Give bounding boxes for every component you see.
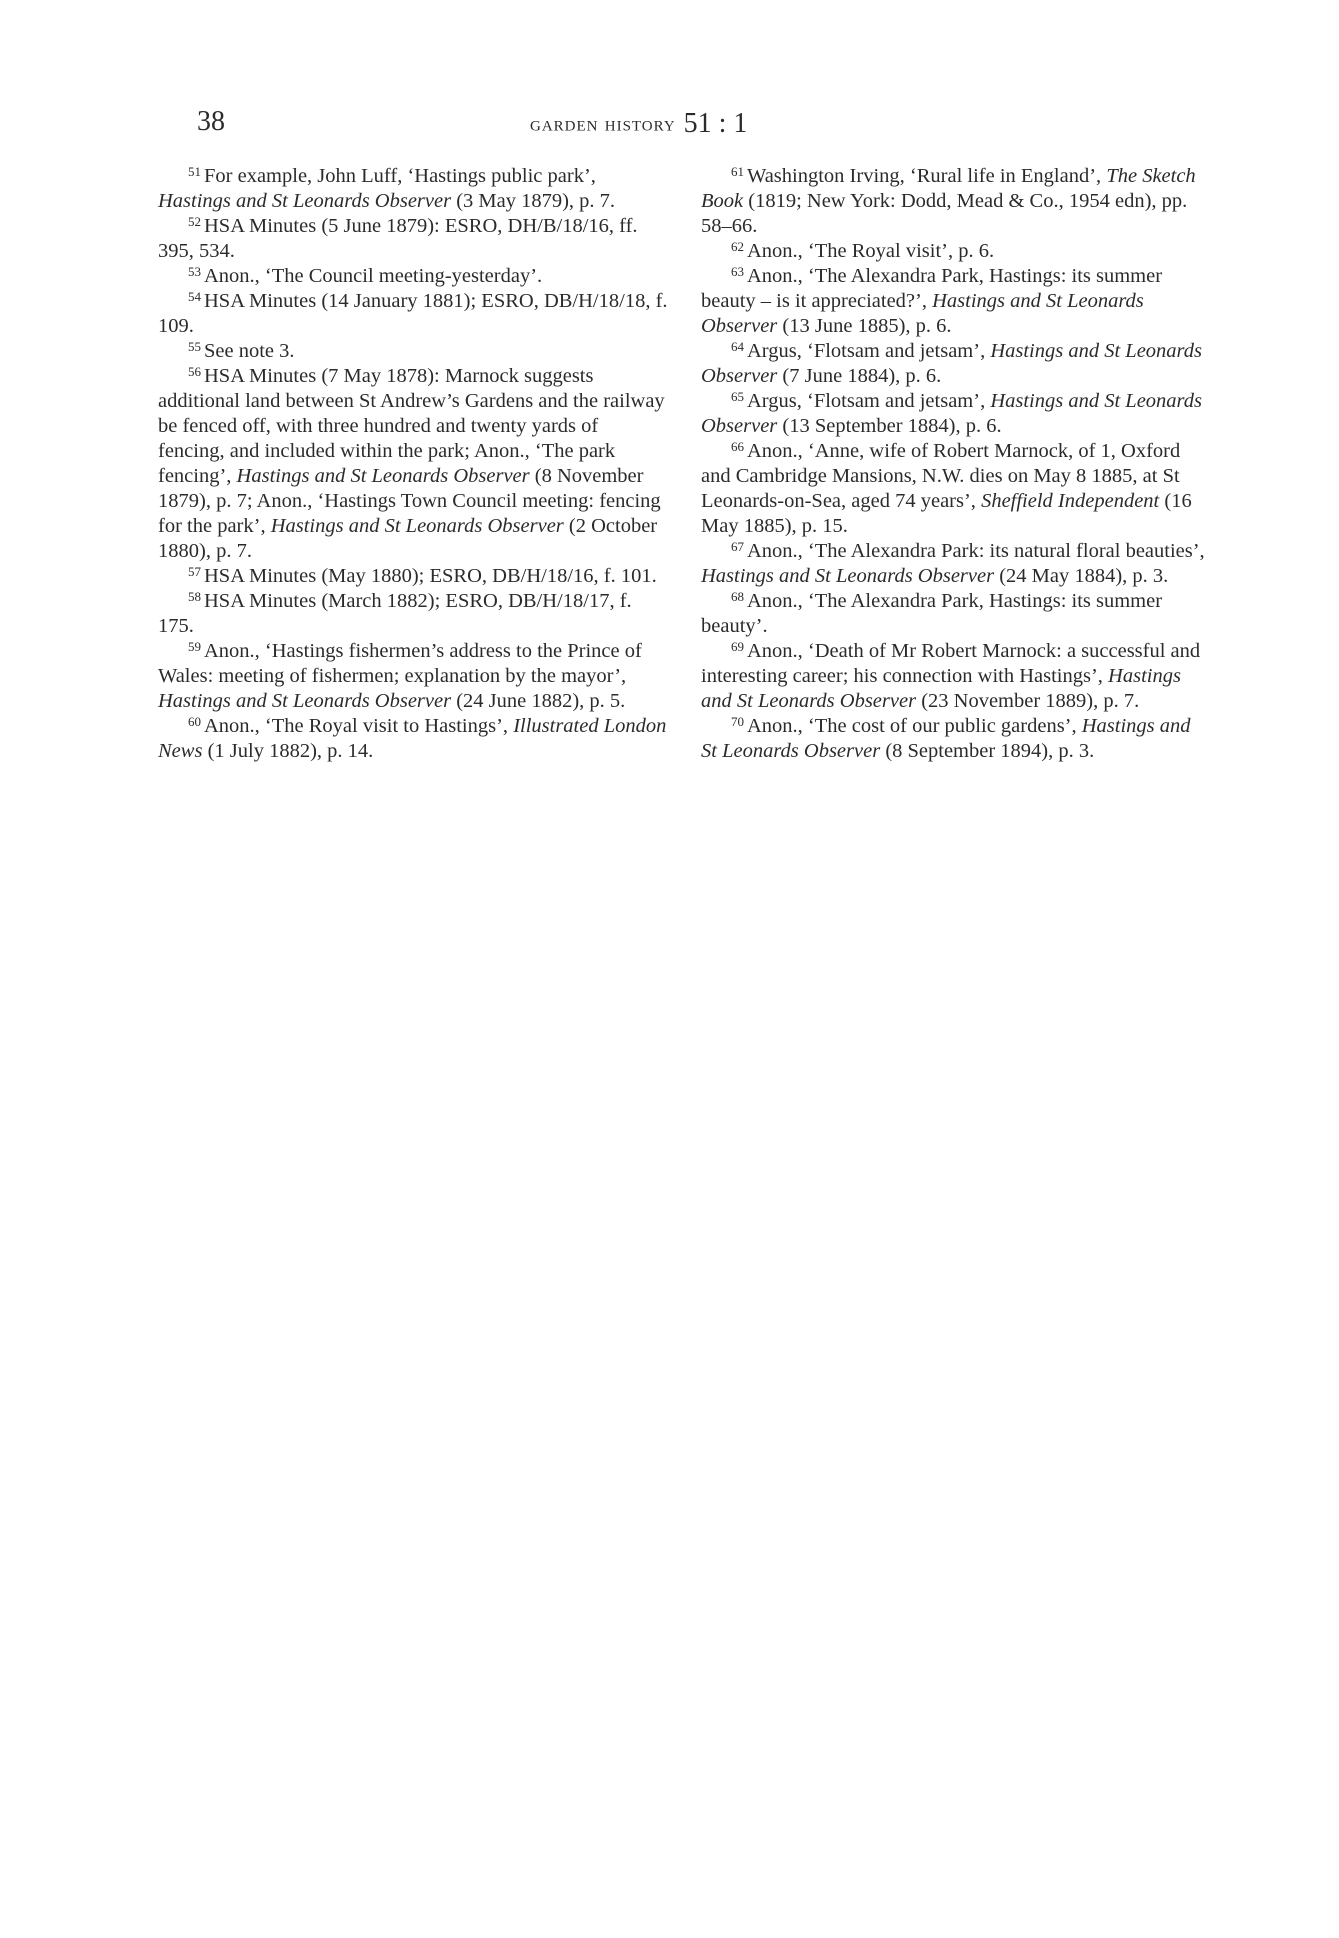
footnote-number: 64 <box>731 339 744 354</box>
footnote-69 <box>701 639 1211 714</box>
footnote-66 <box>701 439 1211 539</box>
issue-number: 51 : 1 <box>683 108 748 139</box>
footnote-text: Anon., ‘The Royal visit to Hastings’, <box>204 715 514 737</box>
footnote-62 <box>701 239 1211 264</box>
footnote-number: 68 <box>731 589 744 604</box>
footnote-text: (1 July 1882), p. 14. <box>202 740 374 762</box>
footnote-text: For example, John Luff, ‘Hastings public park’, <box>204 165 596 187</box>
footnote-number: 55 <box>188 339 201 354</box>
footnote-title: Hastings and St Leonards Observer <box>701 340 1202 387</box>
footnote-text: Anon., ‘Anne, wife of Robert Marnock, of 1, Oxford and Cambridge Mansions, N.W. dies on May 8 1885, at St Leonards-on-Sea, aged 74 years’, <box>701 440 1181 512</box>
footnote-title: Hastings and St Leonards Observer <box>158 690 452 712</box>
footnote-61 <box>701 164 1211 239</box>
page-number: 38 <box>197 106 225 137</box>
footnote-text: (2 October 1880), p. 7. <box>158 515 658 562</box>
footnote-text: (13 September 1884), p. 6. <box>777 415 1002 437</box>
footnote-text: (16 May 1885), p. 15. <box>701 490 1192 537</box>
footnote-number: 61 <box>731 164 744 179</box>
footnote-text: Anon., ‘The Alexandra Park, Hastings: its summer beauty’. <box>701 590 1163 637</box>
footnote-text: (24 June 1882), p. 5. <box>451 690 626 712</box>
footnote-text: HSA Minutes (March 1882); ESRO, DB/H/18/17, f. 175. <box>158 590 632 637</box>
running-head <box>530 110 747 138</box>
footnote-number: 69 <box>731 639 744 654</box>
footnote-text: HSA Minutes (14 January 1881); ESRO, DB/H/18/18, f. 109. <box>158 290 668 337</box>
footnote-text: (1819; New York: Dodd, Mead & Co., 1954 edn), pp. 58–66. <box>701 190 1188 237</box>
footnote-number: 53 <box>188 264 201 279</box>
footnote-title: Hastings and St Leonards Observer <box>270 515 564 537</box>
footnote-number: 56 <box>188 364 201 379</box>
footnote-text: (8 September 1894), p. 3. <box>880 740 1095 762</box>
notes-column-right <box>701 164 1211 764</box>
footnote-number: 52 <box>188 214 201 229</box>
footnote-text: Anon., ‘The Royal visit’, p. 6. <box>747 240 995 262</box>
journal-title: garden history <box>530 111 676 136</box>
footnote-number: 60 <box>188 714 201 729</box>
footnote-60 <box>158 714 668 764</box>
footnote-title: The Sketch Book <box>701 165 1196 212</box>
footnote-number: 66 <box>731 439 744 454</box>
footnote-51 <box>158 164 668 214</box>
footnote-63 <box>701 264 1211 339</box>
footnote-58 <box>158 589 668 639</box>
footnote-number: 57 <box>188 564 201 579</box>
footnote-text: HSA Minutes (7 May 1878): Marnock suggests additional land between St Andrew’s Gardens and the railway be fenced off, with three hundred and twenty yards of fencing, and included within the park; Anon., ‘The park fencing’, <box>158 365 665 487</box>
footnote-number: 65 <box>731 389 744 404</box>
footnote-number: 51 <box>188 164 201 179</box>
footnote-text: Argus, ‘Flotsam and jetsam’, <box>747 340 991 362</box>
footnote-text: See note 3. <box>204 340 295 362</box>
footnote-56 <box>158 364 668 564</box>
footnote-number: 62 <box>731 239 744 254</box>
footnote-57 <box>158 564 668 589</box>
footnote-54 <box>158 289 668 339</box>
footnote-52 <box>158 214 668 264</box>
footnote-text: Anon., ‘The Alexandra Park: its natural floral beauties’, <box>747 540 1205 562</box>
footnote-title: Hastings and St Leonards Observer <box>701 390 1202 437</box>
footnote-text: (24 May 1884), p. 3. <box>994 565 1169 587</box>
footnote-number: 67 <box>731 539 744 554</box>
footnote-number: 58 <box>188 589 201 604</box>
footnote-title: Hastings and St Leonards Observer <box>701 565 995 587</box>
footnote-67 <box>701 539 1211 589</box>
footnote-text: HSA Minutes (5 June 1879): ESRO, DH/B/18/16, ff. 395, 534. <box>158 215 638 262</box>
footnote-text: Washington Irving, ‘Rural life in England’, <box>747 165 1107 187</box>
footnote-title: Hastings and St Leonards Observer <box>158 190 452 212</box>
footnote-number: 59 <box>188 639 201 654</box>
footnote-title: Illustrated London News <box>158 715 667 762</box>
footnote-title: Hastings and St Leonards Observer <box>701 715 1191 762</box>
footnote-text: (13 June 1885), p. 6. <box>777 315 952 337</box>
footnote-text: Anon., ‘Hastings fishermen’s address to the Prince of Wales: meeting of fishermen; explanation by the mayor’, <box>158 640 642 687</box>
footnote-text: (8 November 1879), p. 7; Anon., ‘Hastings Town Council meeting: fencing for the park’, <box>158 465 661 537</box>
footnote-title: Hastings and St Leonards Observer <box>701 290 1144 337</box>
footnote-title: Hastings and St Leonards Observer <box>236 465 530 487</box>
footnote-number: 70 <box>731 714 744 729</box>
footnote-text: Anon., ‘The cost of our public gardens’, <box>747 715 1082 737</box>
footnote-70 <box>701 714 1211 764</box>
footnote-number: 54 <box>188 289 201 304</box>
footnote-59 <box>158 639 668 714</box>
footnote-55 <box>158 339 668 364</box>
footnote-text: (3 May 1879), p. 7. <box>451 190 616 212</box>
footnote-64 <box>701 339 1211 389</box>
footnote-text: Argus, ‘Flotsam and jetsam’, <box>747 390 991 412</box>
footnote-text: Anon., ‘Death of Mr Robert Marnock: a successful and interesting career; his connection with Hastings’, <box>701 640 1201 687</box>
footnote-title: Sheffield Independent <box>981 490 1160 512</box>
footnote-text: Anon., ‘The Council meeting-yesterday’. <box>204 265 543 287</box>
footnote-68 <box>701 589 1211 639</box>
footnote-number: 63 <box>731 264 744 279</box>
footnote-65 <box>701 389 1211 439</box>
footnote-text: (23 November 1889), p. 7. <box>916 690 1140 712</box>
footnote-title: Hastings and St Leonards Observer <box>701 665 1181 712</box>
footnote-53 <box>158 264 668 289</box>
footnote-text: Anon., ‘The Alexandra Park, Hastings: its summer beauty – is it appreciated?’, <box>701 265 1163 312</box>
footnote-text: HSA Minutes (May 1880); ESRO, DB/H/18/16, f. 101. <box>204 565 657 587</box>
footnote-text: (7 June 1884), p. 6. <box>777 365 942 387</box>
notes-column-left <box>158 164 668 764</box>
